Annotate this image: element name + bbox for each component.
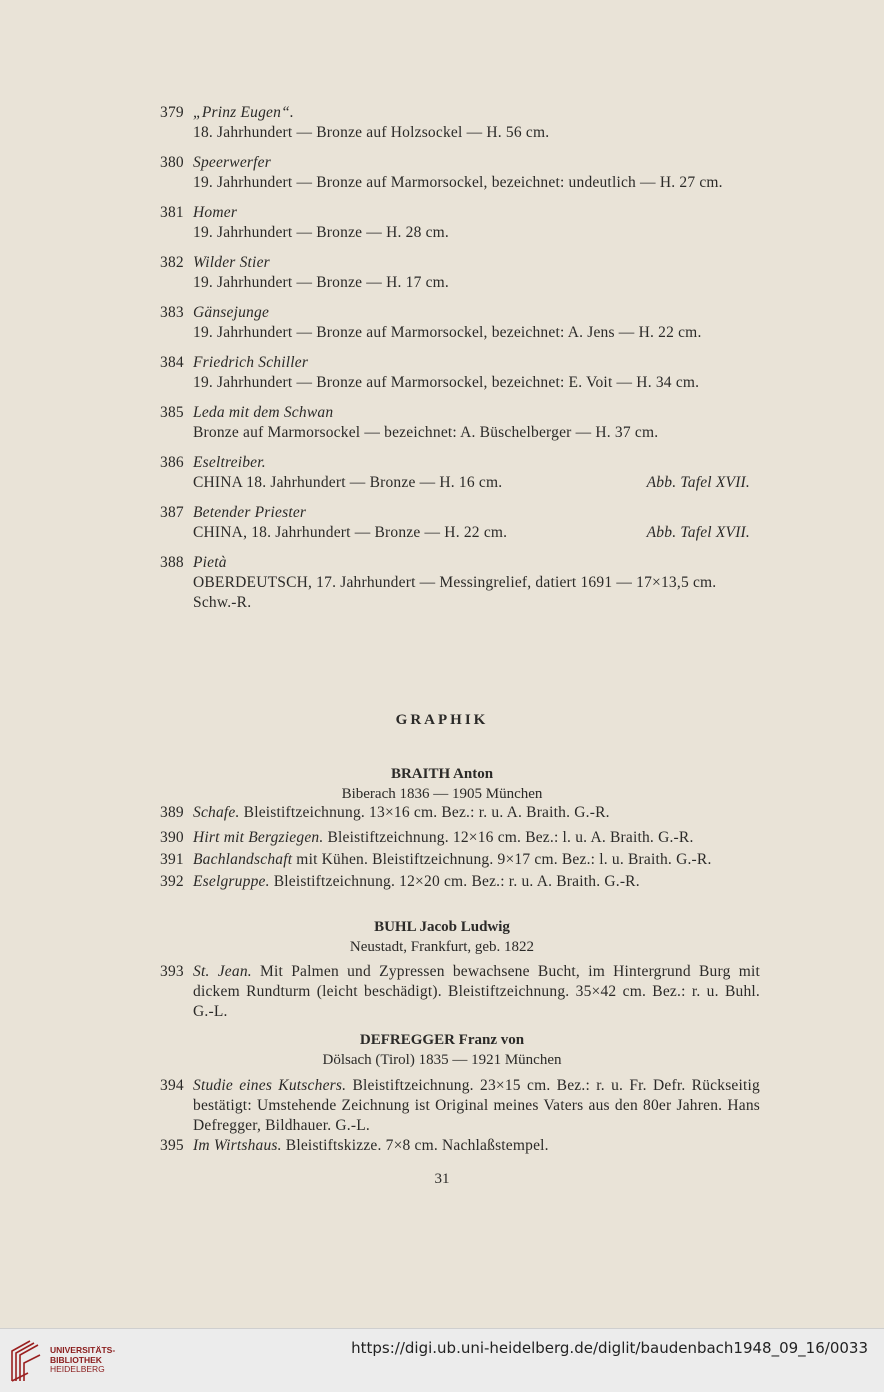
plate-reference: Abb. Tafel XVII. <box>646 524 750 541</box>
library-logo-icon <box>8 1337 44 1385</box>
entry-386 <box>160 453 760 493</box>
entry-description: 19. Jahrhundert — Bronze — H. 28 cm. <box>193 224 450 241</box>
entry-description: mit Kühen. Bleistiftzeichnung. 9×17 cm. Bez.: l. u. Braith. G.-R. <box>292 851 712 868</box>
entry-title: Schafe. <box>193 804 240 821</box>
entry-title: Bachlandschaft <box>193 851 293 868</box>
entry-number: 395 <box>160 1137 184 1154</box>
entry-380 <box>160 153 760 193</box>
artist-heading-defregger <box>0 1030 884 1070</box>
entry-number: 383 <box>160 304 184 321</box>
artist-name: BUHL Jacob Ludwig <box>374 919 510 935</box>
page-number: 31 <box>434 1171 450 1187</box>
entry-394 <box>160 1076 760 1136</box>
entry-description: Mit Palmen und Zypressen bewachsene Bucht, im Hintergrund Burg mit dickem Rundturm (leicht beschädigt). Bleistiftzeichnung. 35×42 cm. Bez.: r. u. Buhl. G.-L. <box>193 963 760 1020</box>
entry-title: Im Wirtshaus. <box>193 1137 282 1154</box>
entry-391 <box>160 850 760 870</box>
artist-heading-braith <box>0 764 884 804</box>
entry-description: Bleistiftzeichnung. 23×15 cm. Bez.: r. u. Fr. Defr. Rückseitig bestätigt: Umstehende Zeichnung ist Original meines Vaters aus den 80er Jahren. Hans Defregger, Bildhauer. G.-L. <box>193 1077 760 1134</box>
artist-name: DEFREGGER Franz von <box>359 1032 525 1048</box>
entry-number: 389 <box>160 804 184 821</box>
entry-number: 394 <box>160 1077 184 1094</box>
entry-388 <box>160 553 760 613</box>
entry-395 <box>160 1136 760 1156</box>
entry-description: 19. Jahrhundert — Bronze auf Marmorsockel, bezeichnet: E. Voit — H. 34 cm. <box>193 374 700 391</box>
entry-389 <box>160 803 760 823</box>
entry-number: 384 <box>160 354 184 371</box>
library-name-line: HEIDELBERG <box>50 1364 105 1374</box>
entry-385 <box>160 403 760 443</box>
artist-bio: Neustadt, Frankfurt, geb. 1822 <box>349 939 535 955</box>
entry-number: 385 <box>160 404 184 421</box>
artist-name: BRAITH Anton <box>390 766 494 782</box>
artist-bio: Dölsach (Tirol) 1835 — 1921 München <box>322 1052 562 1068</box>
entry-title: Leda mit dem Schwan <box>193 404 334 421</box>
entry-description-continued: Schw.-R. <box>193 594 252 611</box>
entry-number: 391 <box>160 851 184 868</box>
entry-description: Bleistiftzeichnung. 12×20 cm. Bez.: r. u. A. Braith. G.-R. <box>269 873 640 890</box>
entry-number: 388 <box>160 554 184 571</box>
artist-bio: Biberach 1836 — 1905 München <box>341 786 543 802</box>
entry-383 <box>160 303 760 343</box>
entry-number: 393 <box>160 963 184 980</box>
entry-description: 19. Jahrhundert — Bronze auf Marmorsockel, bezeichnet: A. Jens — H. 22 cm. <box>193 324 702 341</box>
entry-title: Pietà <box>193 554 227 571</box>
entry-description: 19. Jahrhundert — Bronze — H. 17 cm. <box>193 274 450 291</box>
entry-title: Gänsejunge <box>193 304 270 321</box>
artist-heading-buhl <box>0 917 884 957</box>
entry-number: 392 <box>160 873 184 890</box>
entry-number: 387 <box>160 504 184 521</box>
entry-number: 381 <box>160 204 184 221</box>
entry-390 <box>160 828 760 848</box>
footer-bar <box>0 1328 884 1392</box>
entry-description: 18. Jahrhundert — Bronze auf Holzsockel — H. 56 cm. <box>193 124 550 141</box>
entry-title: Hirt mit Bergziegen. <box>193 829 324 846</box>
entry-title: Betender Priester <box>193 504 307 521</box>
entry-number: 386 <box>160 454 184 471</box>
entry-384 <box>160 353 760 393</box>
entry-number: 390 <box>160 829 184 846</box>
section-title: GRAPHIK <box>395 712 489 728</box>
permalink-url[interactable]: https://digi.ub.uni-heidelberg.de/diglit/baudenbach1948_09_16/0033 <box>351 1339 868 1357</box>
entry-title: „Prinz Eugen“. <box>193 104 294 121</box>
entry-description: Bleistiftskizze. 7×8 cm. Nachlaßstempel. <box>281 1137 549 1154</box>
entry-381 <box>160 203 760 243</box>
entry-number: 380 <box>160 154 184 171</box>
entry-title: Speerwerfer <box>193 154 271 171</box>
library-name <box>50 1346 115 1375</box>
entry-description: CHINA, 18. Jahrhundert — Bronze — H. 22 cm. <box>193 524 508 541</box>
entry-description: Bronze auf Marmorsockel — bezeichnet: A. Büschelberger — H. 37 cm. <box>193 424 659 441</box>
entry-title: Eselgruppe. <box>193 873 270 890</box>
entry-title: Eseltreiber. <box>193 454 266 471</box>
entry-379 <box>160 103 760 143</box>
entry-number: 379 <box>160 104 184 121</box>
entry-number: 382 <box>160 254 184 271</box>
plate-reference: Abb. Tafel XVII. <box>646 474 750 491</box>
entry-description: 19. Jahrhundert — Bronze auf Marmorsockel, bezeichnet: undeutlich — H. 27 cm. <box>193 174 723 191</box>
entry-title: Homer <box>193 204 238 221</box>
library-name-line: UNIVERSITÄTS- <box>50 1345 116 1355</box>
entry-description: CHINA 18. Jahrhundert — Bronze — H. 16 cm. <box>193 474 503 491</box>
library-name-line: BIBLIOTHEK <box>50 1354 102 1365</box>
entry-382 <box>160 253 760 293</box>
entry-title: Wilder Stier <box>193 254 270 271</box>
entry-description: Bleistiftzeichnung. 13×16 cm. Bez.: r. u. A. Braith. G.-R. <box>239 804 610 821</box>
entry-392 <box>160 872 760 892</box>
entry-title: Studie eines Kutschers. <box>193 1077 347 1094</box>
entry-description: Bleistiftzeichnung. 12×16 cm. Bez.: l. u. A. Braith. G.-R. <box>323 829 694 846</box>
entry-387 <box>160 503 760 543</box>
entry-title: Friedrich Schiller <box>193 354 309 371</box>
entry-description: OBERDEUTSCH, 17. Jahrhundert — Messingrelief, datiert 1691 — 17×13,5 cm. <box>193 574 717 591</box>
entry-393 <box>160 962 760 1022</box>
entry-title: St. Jean. <box>193 963 252 980</box>
